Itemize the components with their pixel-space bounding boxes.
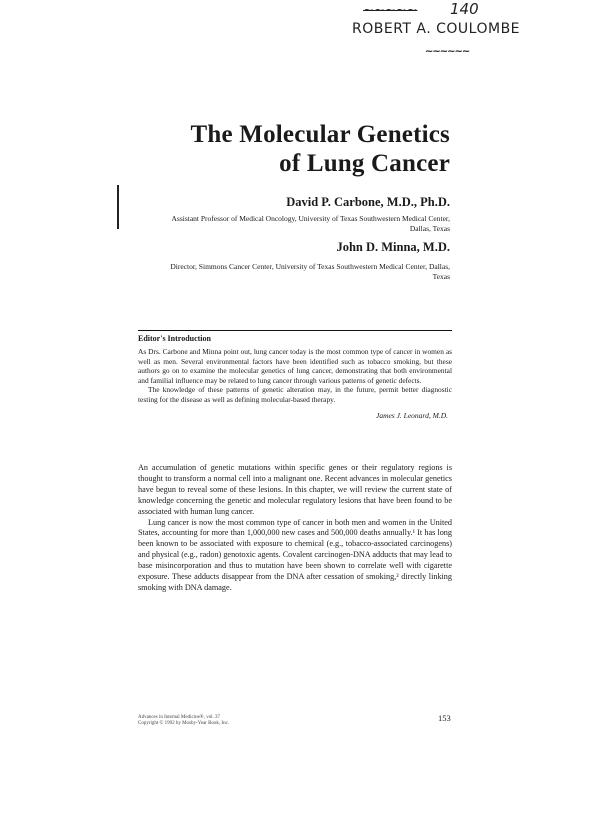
handwritten-scribble: ~~~~~~ — [425, 46, 470, 57]
body-paragraph-2: Lung cancer is now the most common type of cancer in both men and women in the United States, accounting for more than 1,000,000 new cases and 500,000 deaths annually.¹ It has long been known to be associated with exposure to chemical (e.g., tobacco-associated carcinogens) and physical (e.g., radon) genotoxic agents. Covalent carcinogen-DNA adducts that may lead to base misincorporation and thus to mutation have been shown to correlate well with cigarette exposure. These adducts disappear from the DNA after cessation of smoking,² directly linking smoking with DNA damage. — [138, 517, 452, 592]
article-body — [138, 463, 452, 594]
author-name-1: David P. Carbone, M.D., Ph.D. — [286, 195, 450, 209]
editors-intro-paragraph-2: The knowledge of these patterns of genetic alteration may, in the future, permit better diagnostic testing for the disease as well as defining molecular-based therapy. — [138, 385, 452, 404]
body-paragraph-1: An accumulation of genetic mutations within specific genes or their regulatory regions is thought to transform a normal cell into a malignant one. Recent advances in molecular genetics have begun to reveal some of these lesions. In this chapter, we will review the current state of knowledge concerning the genetic and molecular regulatory lesions that have been found to be associated with human lung cancer. — [138, 463, 452, 516]
article-title — [191, 120, 450, 178]
footer-citation — [138, 715, 229, 727]
top-rule — [138, 330, 452, 331]
handwritten-page-number: 140 — [450, 0, 479, 18]
margin-bar — [117, 185, 119, 229]
footer-line-1: Advances in Internal Medicine®, vol. 37 — [138, 715, 220, 720]
editors-introduction — [138, 330, 452, 420]
footer-line-2: Copyright © 1992 by Mosby-Year Book, Inc. — [138, 721, 230, 726]
title-line-2: of Lung Cancer — [279, 150, 450, 177]
page-number: 153 — [438, 713, 451, 723]
author-affiliation-1: Assistant Professor of Medical Oncology, University of Texas Southwestern Medical Center, Dallas, Texas — [171, 214, 450, 233]
name-stamp: ROBERT A. COULOMBE — [352, 21, 521, 37]
handwritten-struck-marks: ~~~~~ — [363, 3, 418, 18]
editors-intro-signature: James J. Leonard, M.D. — [375, 410, 448, 420]
editors-intro-paragraph-1: As Drs. Carbone and Minna point out, lung cancer today is the most common type of cancer in women as well as men. Several environmental factors have been identified such as tobacco smoking, but these authors go on to examine the molecular genetics of lung cancer, demonstrating that both environmental and familial influence may be related to lung cancer through various patterns of genetic defects. — [138, 347, 452, 385]
author-name-2: John D. Minna, M.D. — [336, 240, 450, 254]
author-affiliation-2: Director, Simmons Cancer Center, University of Texas Southwestern Medical Center, Dallas, Texas — [170, 262, 450, 281]
title-line-1: The Molecular Genetics — [190, 121, 450, 148]
editors-intro-heading: Editor's Introduction — [138, 334, 211, 343]
